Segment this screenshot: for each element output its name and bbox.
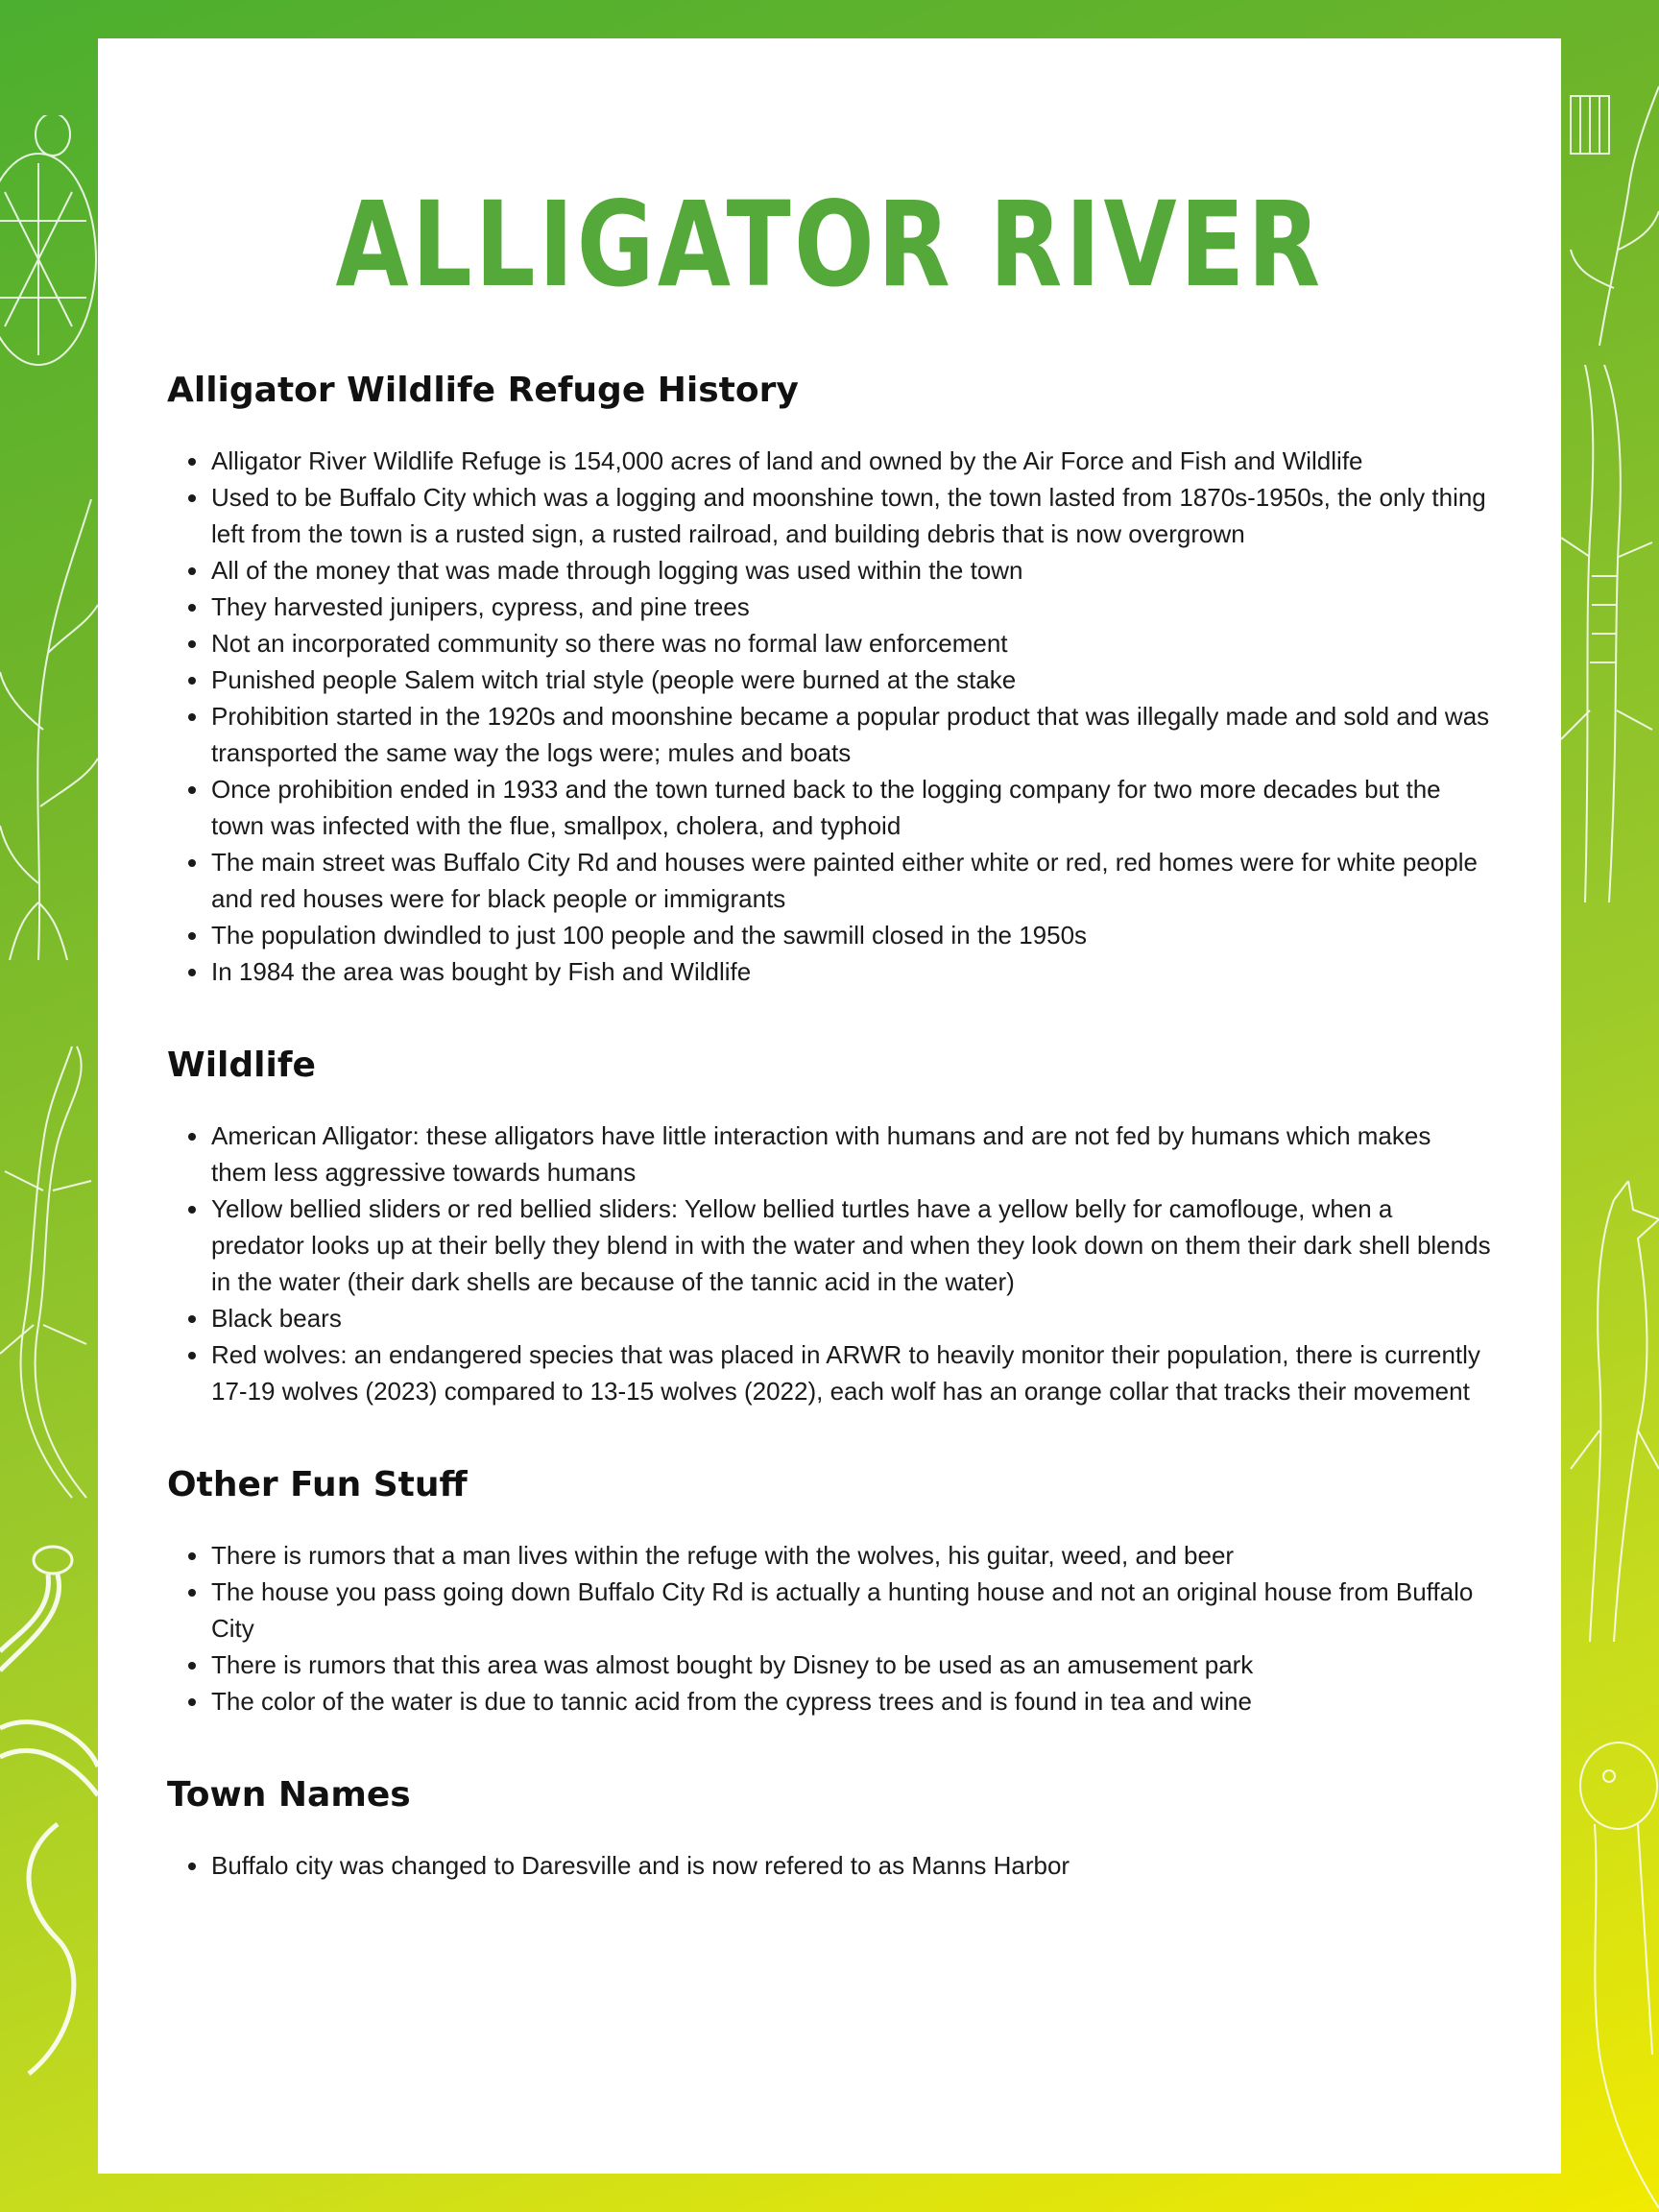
bird-illustration <box>1561 1728 1659 2208</box>
list-item: American Alligator: these alligators have little interaction with humans and are not fed by humans which makes them less aggressive towards humans <box>211 1118 1492 1190</box>
bullet-list <box>167 1537 1492 1719</box>
list-item: The color of the water is due to tannic acid from the cypress trees and is found in tea and wine <box>211 1683 1492 1719</box>
list-item: The house you pass going down Buffalo City Rd is actually a hunting house and not an original house from Buffalo City <box>211 1574 1492 1647</box>
alligator-illustration <box>1561 365 1659 902</box>
section-heading: Other Fun Stuff <box>167 1465 468 1504</box>
list-item: Prohibition started in the 1920s and moonshine became a popular product that was illegally made and sold and was transported the same way the logs were; mules and boats <box>211 698 1492 771</box>
list-item: In 1984 the area was bought by Fish and Wildlife <box>211 953 1492 990</box>
list-item: Red wolves: an endangered species that was placed in ARWR to heavily monitor their population, there is currently 17-19 wolves (2023) compared to 13-15 wolves (2022), each wolf has an orange collar that tracks their movement <box>211 1336 1492 1409</box>
section-town-names <box>167 1775 1492 1884</box>
lizard-illustration <box>0 1037 98 1517</box>
list-item: There is rumors that this area was almost bought by Disney to be used as an amusement park <box>211 1647 1492 1683</box>
list-item: Black bears <box>211 1300 1492 1336</box>
content-sheet <box>98 38 1561 2174</box>
bullet-list <box>167 1118 1492 1409</box>
bullet-list <box>167 443 1492 990</box>
snake-illustration <box>0 1536 98 2112</box>
bullet-list <box>167 1847 1492 1884</box>
list-item: Used to be Buffalo City which was a logging and moonshine town, the town lasted from 1870s-1950s, the only thing left from the town is a rusted sign, a rusted railroad, and building debris that is now overgrown <box>211 479 1492 552</box>
list-item: Alligator River Wildlife Refuge is 154,000 acres of land and owned by the Air Force and Fish and Wildlife <box>211 443 1492 479</box>
section-history <box>167 371 1492 990</box>
fox-illustration <box>1561 1181 1659 1642</box>
section-heading: Alligator Wildlife Refuge History <box>167 371 799 410</box>
list-item: Yellow bellied sliders or red bellied sliders: Yellow bellied turtles have a yellow belly for camoflouge, when a predator looks up at their belly they blend in with the water and when they look down on them their dark shell blends in the water (their dark shells are because of the tannic acid in the water) <box>211 1190 1492 1300</box>
list-item: Buffalo city was changed to Daresville and is now refered to as Manns Harbor <box>211 1847 1492 1884</box>
section-wildlife <box>167 1046 1492 1409</box>
plant-illustration <box>1561 0 1659 346</box>
section-heading: Town Names <box>167 1775 411 1815</box>
list-item: There is rumors that a man lives within the refuge with the wolves, his guitar, weed, and beer <box>211 1537 1492 1574</box>
list-item: Not an incorporated community so there was no formal law enforcement <box>211 625 1492 661</box>
list-item: The population dwindled to just 100 people and the sawmill closed in the 1950s <box>211 917 1492 953</box>
tree-illustration <box>0 461 98 960</box>
list-item: They harvested junipers, cypress, and pine trees <box>211 589 1492 625</box>
page-title: ALLIGATOR RIVER <box>335 177 1324 314</box>
section-heading: Wildlife <box>167 1046 316 1085</box>
list-item: The main street was Buffalo City Rd and houses were painted either white or red, red homes were for white people and red houses were for black people or immigrants <box>211 844 1492 917</box>
turtle-illustration <box>0 115 98 403</box>
list-item: Punished people Salem witch trial style (people were burned at the stake <box>211 661 1492 698</box>
section-other-fun-stuff <box>167 1465 1492 1719</box>
list-item: All of the money that was made through logging was used within the town <box>211 552 1492 589</box>
list-item: Once prohibition ended in 1933 and the town turned back to the logging company for two more decades but the town was infected with the flue, smallpox, cholera, and typhoid <box>211 771 1492 844</box>
